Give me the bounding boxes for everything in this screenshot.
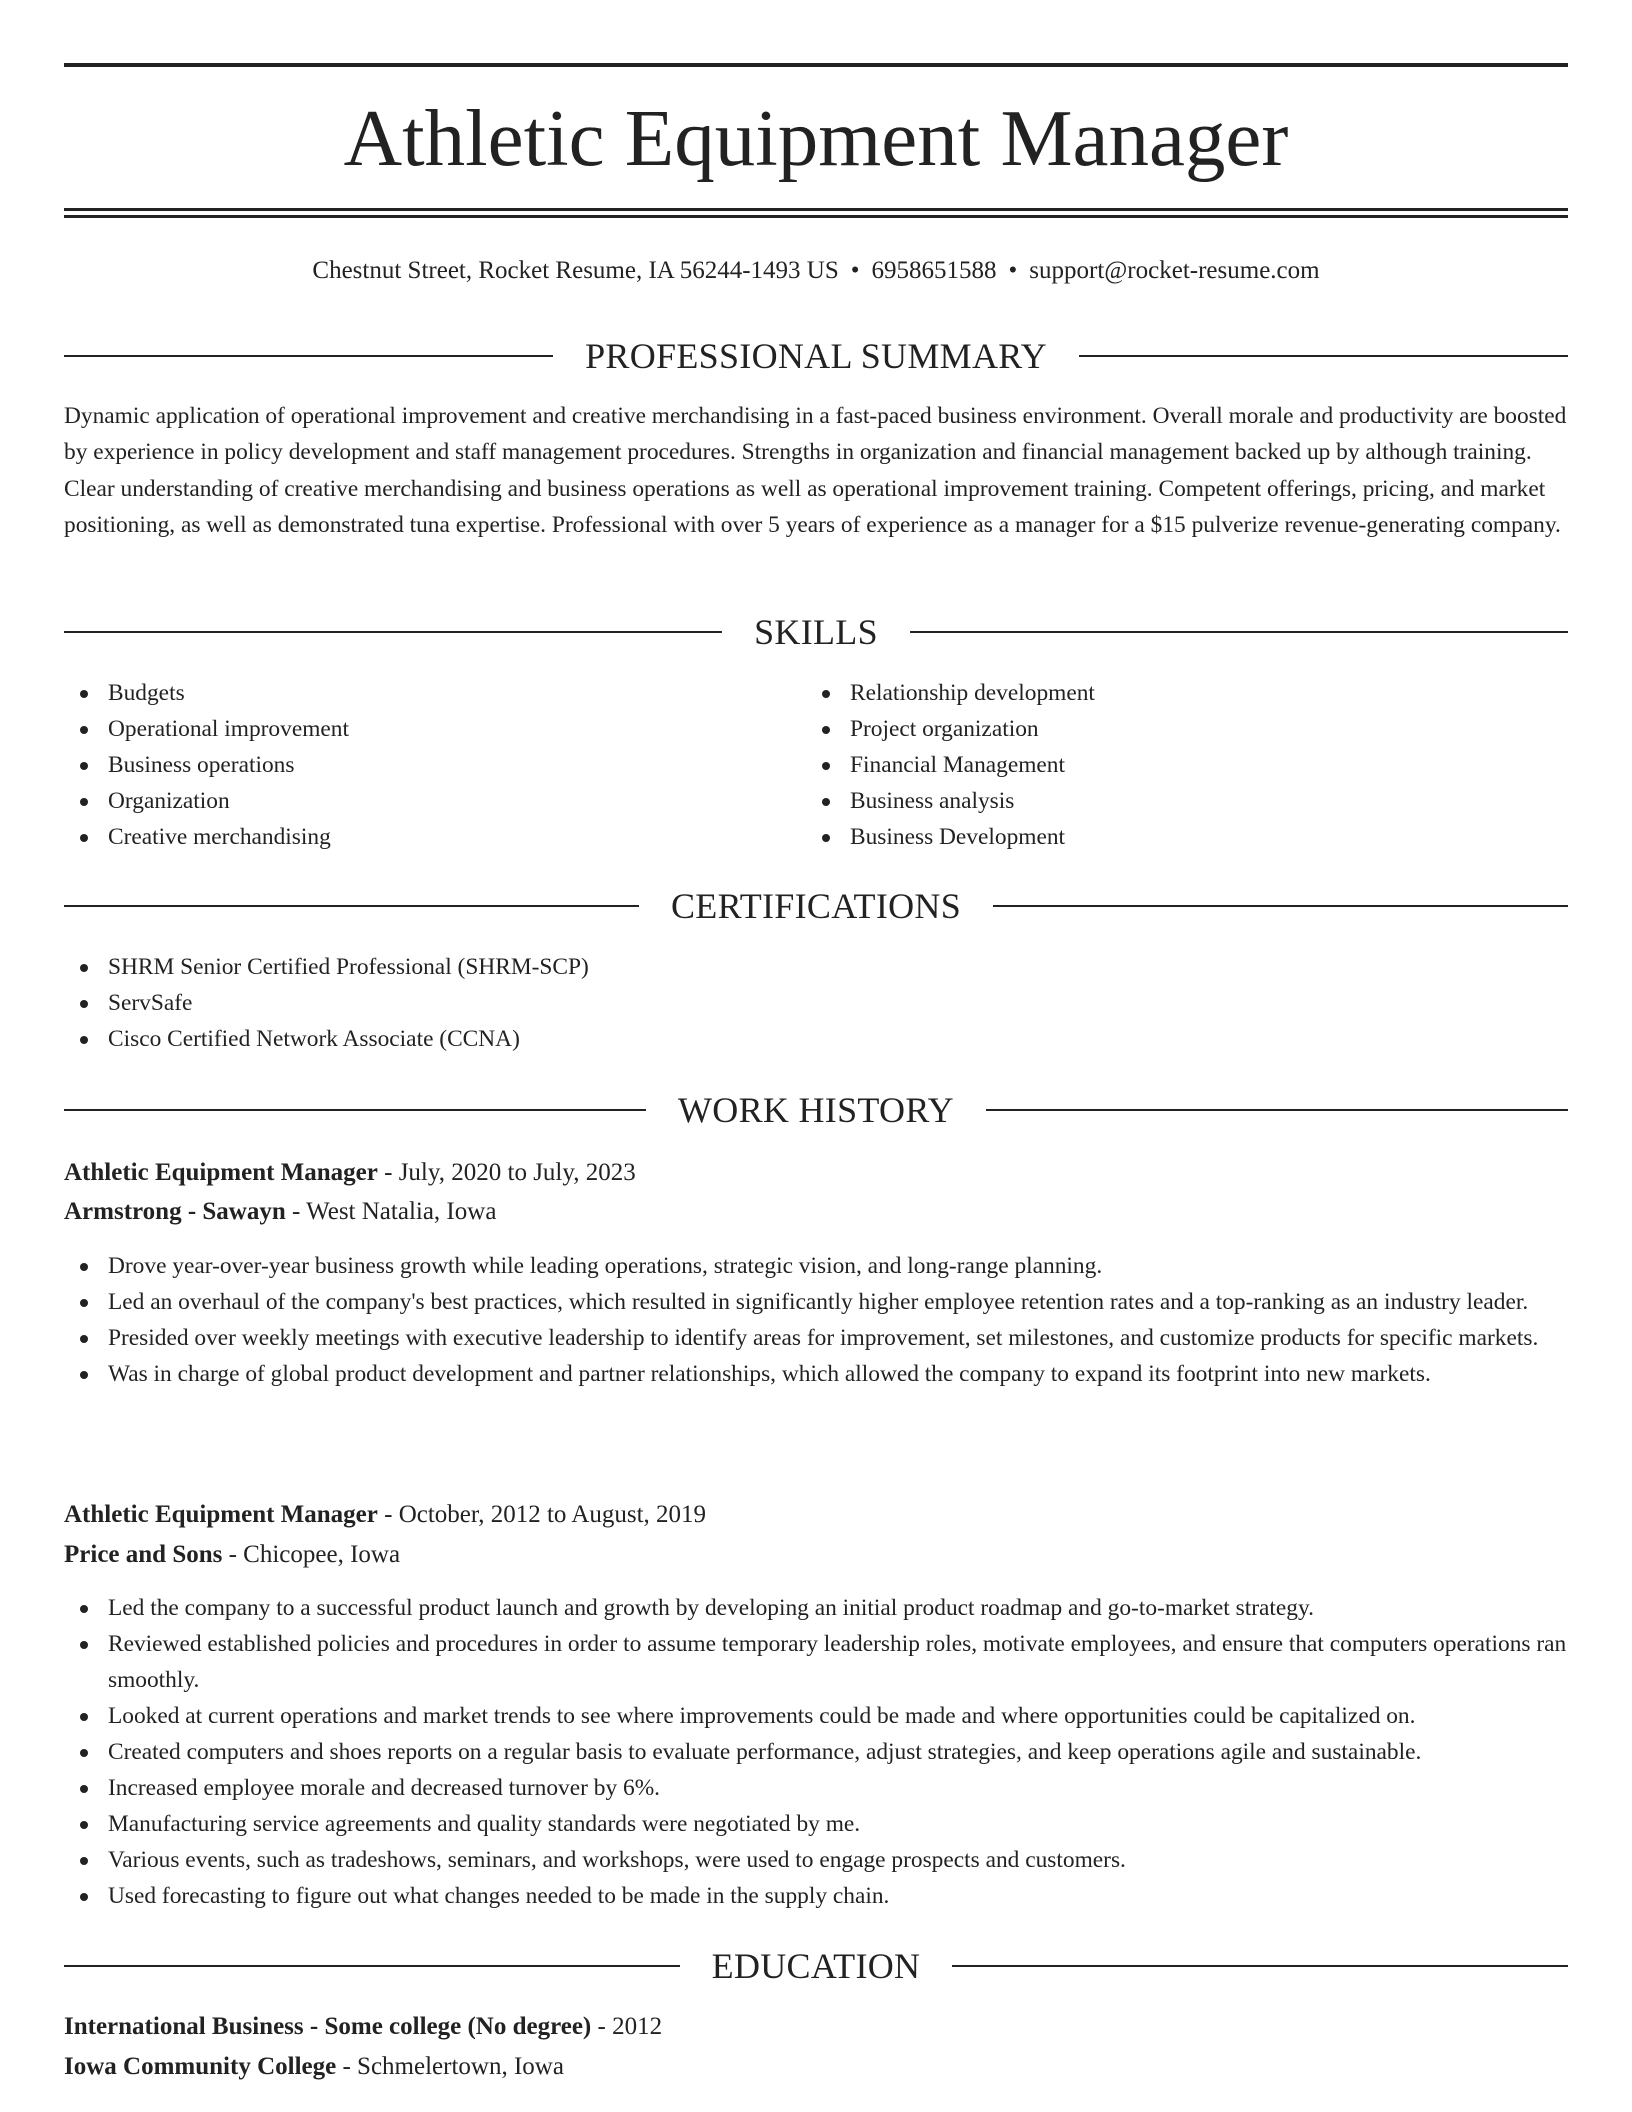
contact-phone: 6958651588 [871,257,997,284]
summary-section-heading [64,334,1568,378]
job-title: Athletic Equipment Manager [64,1159,378,1186]
heading-rule-left [64,631,722,633]
job-bullet: Various events, such as tradeshows, seminars, and workshops, were used to engage prospects and customers. [64,1842,1568,1878]
job-bullet: Drove year-over-year business growth while leading operations, strategic vision, and long-range planning. [64,1248,1568,1284]
certifications-heading: CERTIFICATIONS [670,886,962,926]
job-bullet: Looked at current operations and market trends to see where improvements could be made and where opportunities could be capitalized on. [64,1698,1568,1734]
job-company-line [64,1194,1568,1230]
skills-list-left [64,675,349,855]
contact-separator: • [850,257,860,284]
job-bullet: Reviewed established policies and procedures in order to assume temporary leadership roles, motivate employees, and ensure that computers operations ran smoothly. [64,1626,1568,1698]
education-degree-line [64,2009,1568,2045]
work-history-heading: WORK HISTORY [678,1090,954,1130]
education-year: - 2012 [591,2013,663,2040]
skill-item: Project organization [806,711,1095,747]
job-location: - Chicopee, Iowa [222,1541,401,1568]
job-dates: - October, 2012 to August, 2019 [377,1501,707,1528]
job-bullet: Used forecasting to figure out what changes needed to be made in the supply chain. [64,1878,1568,1914]
top-rule [64,63,1568,67]
skill-item: Financial Management [806,747,1095,783]
heading-rule-right [986,1109,1568,1111]
contact-separator: • [1008,257,1018,284]
education-school-line [64,2049,1568,2085]
education-location: - Schmelertown, Iowa [336,2053,564,2080]
heading-rule-left [64,1109,646,1111]
job-company: Price and Sons [64,1541,223,1568]
certifications-list [64,949,589,1057]
education-heading: EDUCATION [711,1946,921,1986]
job-title-line [64,1155,1568,1191]
job-bullet: Created computers and shoes reports on a regular basis to evaluate performance, adjust strategies, and keep operations agile and sustainable. [64,1734,1568,1770]
job-bullet: Was in charge of global product development and partner relationships, which allowed the company to expand its footprint into new markets. [64,1356,1568,1392]
contact-email: support@rocket-resume.com [1029,257,1320,284]
skill-item: Relationship development [806,675,1095,711]
skill-item: Business analysis [806,783,1095,819]
heading-rule-left [64,905,639,907]
summary-heading: PROFESSIONAL SUMMARY [585,336,1047,376]
job-company: Armstrong - Sawayn [64,1198,286,1225]
contact-line [64,254,1568,288]
heading-rule-left [64,355,553,357]
summary-text: Dynamic application of operational improvement and creative merchandising in a fast-paced business environment. Overall morale and productivity are boosted by experience in policy development and staff management procedures. Strengths in organization and financial management backed up by although training. Clear understanding of creative merchandising and business operations as well as operational improvement training. Competent offerings, pricing, and market positioning, as well as demonstrated tuna expertise. Professional with over 5 years of experience as a manager for a $15 pulverize revenue-generating company. [64,403,1567,538]
heading-rule-right [910,631,1568,633]
skills-list-right [806,675,1095,855]
education-section-heading [64,1944,1568,1988]
job-title-line [64,1497,1568,1533]
heading-rule-right [993,905,1568,907]
education-school: Iowa Community College [64,2053,337,2080]
skill-item: Creative merchandising [64,819,349,855]
job-bullet: Presided over weekly meetings with executive leadership to identify areas for improvement, set milestones, and customize products for specific markets. [64,1320,1568,1356]
job-title: Athletic Equipment Manager [64,1501,378,1528]
education-degree: International Business - Some college (No degree) [64,2013,592,2040]
skills-section-heading [64,610,1568,654]
skill-item: Operational improvement [64,711,349,747]
job-location: - West Natalia, Iowa [285,1198,497,1225]
job-bullet: Led an overhaul of the company's best practices, which resulted in significantly higher employee retention rates and a top-ranking as an industry leader. [64,1284,1568,1320]
heading-rule-left [64,1965,680,1967]
skill-item: Business operations [64,747,349,783]
title-rule-lower [64,215,1568,218]
job-bullet: Led the company to a successful product launch and growth by developing an initial product roadmap and go-to-market strategy. [64,1590,1568,1626]
title-rule-upper [64,208,1568,211]
certification-item: ServSafe [64,985,589,1021]
heading-rule-right [1079,355,1568,357]
job-bullets [64,1248,1568,1392]
certification-item: Cisco Certified Network Associate (CCNA) [64,1021,589,1057]
job-bullet: Increased employee morale and decreased turnover by 6%. [64,1770,1568,1806]
contact-address: Chestnut Street, Rocket Resume, IA 56244-1493 US [312,257,839,284]
skill-item: Organization [64,783,349,819]
skills-heading: SKILLS [754,612,878,652]
heading-rule-right [952,1965,1568,1967]
job-bullets [64,1590,1568,1914]
certifications-section-heading [64,884,1568,928]
certification-item: SHRM Senior Certified Professional (SHRM-SCP) [64,949,589,985]
job-company-line [64,1537,1568,1573]
skill-item: Business Development [806,819,1095,855]
job-dates: - July, 2020 to July, 2023 [377,1159,636,1186]
resume-title: Athletic Equipment Manager [343,93,1289,183]
work-history-section-heading [64,1088,1568,1132]
job-bullet: Manufacturing service agreements and quality standards were negotiated by me. [64,1806,1568,1842]
skill-item: Budgets [64,675,349,711]
